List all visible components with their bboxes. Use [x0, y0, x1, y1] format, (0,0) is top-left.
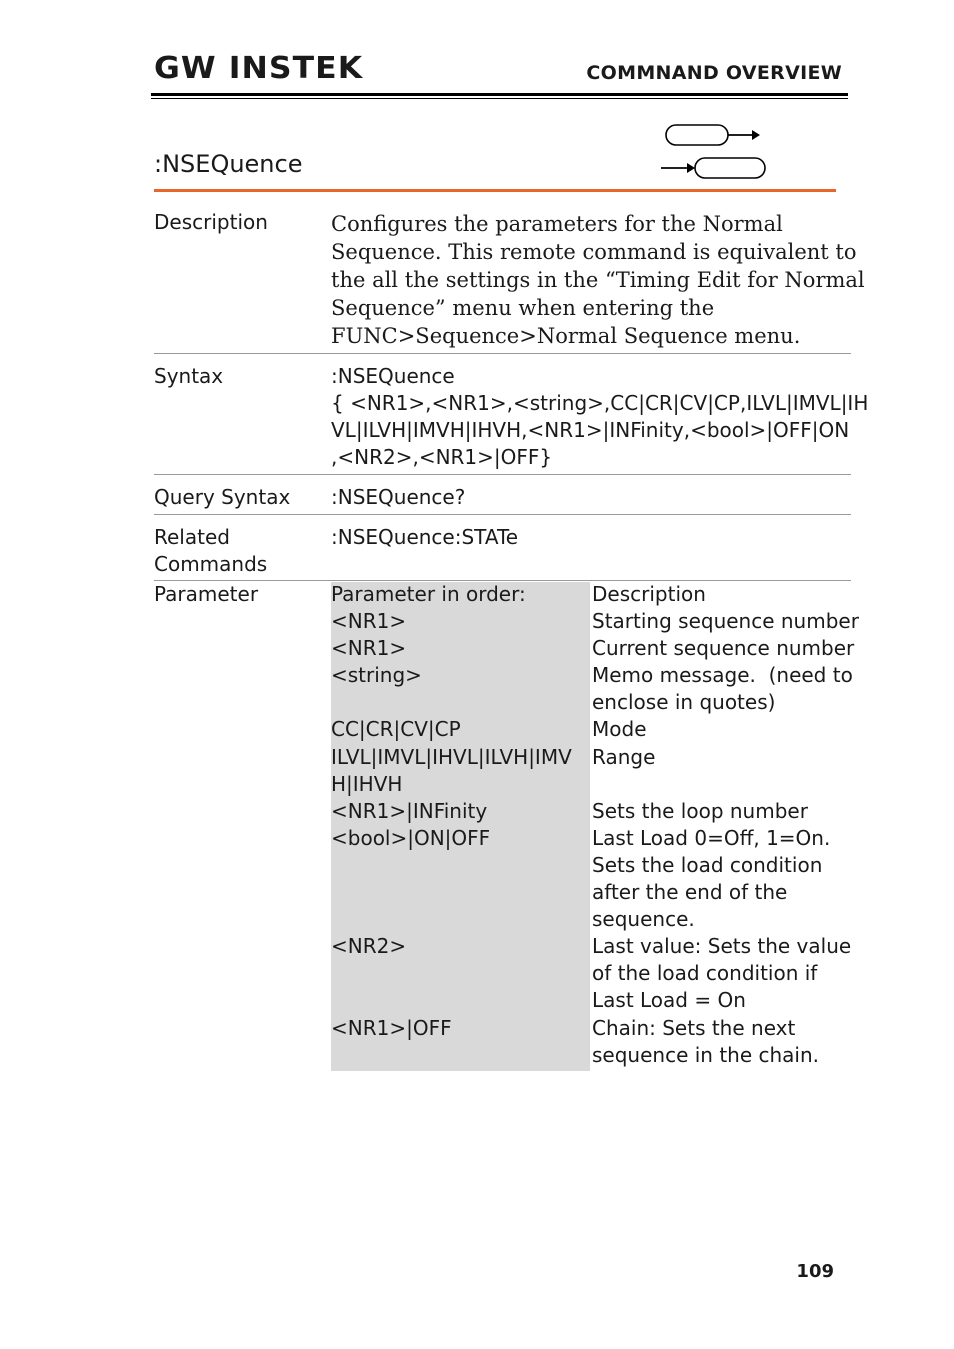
parameter-name-line: ILVL|IMVL|IHVL|ILVH|IMV — [331, 744, 572, 769]
parameter-description-line: Current sequence number — [592, 636, 855, 661]
syntax-line: ,<NR2>,<NR1>|OFF} — [331, 445, 553, 469]
related-commands-label — [154, 524, 267, 578]
title-underline — [154, 189, 836, 192]
parameter-name-line — [331, 689, 572, 716]
parameter-description-line: Range — [592, 744, 656, 769]
parameter-name-line: Parameter in order: — [331, 582, 526, 606]
parameter-name-line: <NR1>|INFinity — [331, 798, 488, 823]
description-line: Configures the parameters for the Normal — [331, 212, 783, 236]
parameter-description-line: Last Load 0=Off, 1=On. — [592, 825, 831, 850]
parameter-description-line: Starting sequence number — [592, 609, 859, 634]
syntax-line: { <NR1>,<NR1>,<string>,CC|CR|CV|CP,ILVL|IMVL|IH — [331, 391, 869, 415]
query-icon — [661, 158, 765, 178]
parameter-description-line: Last value: Sets the value — [592, 934, 852, 959]
parameter-name-line — [331, 906, 572, 933]
query-syntax-label: Query Syntax — [154, 485, 291, 509]
description-line: the all the settings in the “Timing Edit for Normal — [331, 268, 865, 292]
parameter-name-line — [331, 852, 572, 879]
description-text — [331, 210, 865, 350]
parameter-description-line: sequence in the chain. — [592, 1042, 820, 1067]
parameter-description-line: Sets the load condition — [592, 852, 823, 877]
parameter-names — [331, 581, 572, 1069]
query-syntax-text: :NSEQuence? — [331, 485, 466, 509]
row-divider — [154, 474, 851, 475]
description-line: Sequence” menu when entering the — [331, 296, 715, 320]
parameter-description-line: sequence. — [592, 907, 695, 932]
parameter-description-line: Last Load = On — [592, 988, 746, 1013]
row-divider — [154, 514, 851, 515]
gw-instek-logo: GW INSTEK — [154, 51, 364, 86]
header-rule-thin — [151, 98, 848, 99]
parameter-name-line: <NR1>|OFF — [331, 1015, 452, 1040]
header-rule — [151, 93, 848, 96]
parameter-description-line: Description — [592, 582, 706, 606]
parameter-name-line — [331, 879, 572, 906]
parameter-name-line — [331, 987, 572, 1014]
parameter-description-line: of the load condition if — [592, 961, 818, 986]
syntax-line: VL|ILVH|IMVH|IHVH,<NR1>|INFinity,<bool>|OFF|ON — [331, 418, 850, 442]
parameter-descriptions — [592, 581, 859, 1069]
parameter-name-line: <bool>|ON|OFF — [331, 825, 491, 850]
parameter-name-line: <NR1> — [331, 636, 407, 661]
command-type-icons — [660, 122, 770, 186]
description-line: Sequence. This remote command is equivalent to — [331, 240, 857, 264]
description-line: FUNC>Sequence>Normal Sequence menu. — [331, 324, 801, 348]
related-label-line: Commands — [154, 552, 268, 576]
parameter-label: Parameter — [154, 582, 259, 606]
section-title: COMMNAND OVERVIEW — [586, 62, 842, 84]
command-title: :NSEQuence — [154, 150, 303, 178]
parameter-description-line: Chain: Sets the next — [592, 1015, 796, 1040]
parameter-description-line: after the end of the — [592, 880, 788, 905]
parameter-description-line: Mode — [592, 717, 647, 742]
set-icon — [666, 125, 760, 145]
page-number: 109 — [796, 1261, 834, 1282]
syntax-label: Syntax — [154, 364, 224, 388]
parameter-description-line — [592, 771, 859, 798]
parameter-description-line: Sets the loop number — [592, 798, 808, 823]
parameter-name-line: H|IHVH — [331, 771, 403, 796]
parameter-name-line — [331, 960, 572, 987]
related-command-link: :NSEQuence:STATe — [331, 525, 519, 549]
syntax-text — [331, 363, 868, 471]
parameter-name-line: <NR1> — [331, 609, 407, 634]
syntax-line: :NSEQuence — [331, 364, 455, 388]
parameter-name-line: <string> — [331, 663, 422, 688]
parameter-description-line: Memo message. (need to — [592, 663, 853, 688]
parameter-name-line: <NR2> — [331, 934, 407, 959]
description-label: Description — [154, 210, 268, 234]
parameter-description-line: enclose in quotes) — [592, 690, 776, 715]
related-label-line: Related — [154, 525, 230, 549]
row-divider — [154, 353, 851, 354]
parameter-name-line: CC|CR|CV|CP — [331, 717, 461, 742]
parameter-name-line — [331, 1042, 572, 1069]
